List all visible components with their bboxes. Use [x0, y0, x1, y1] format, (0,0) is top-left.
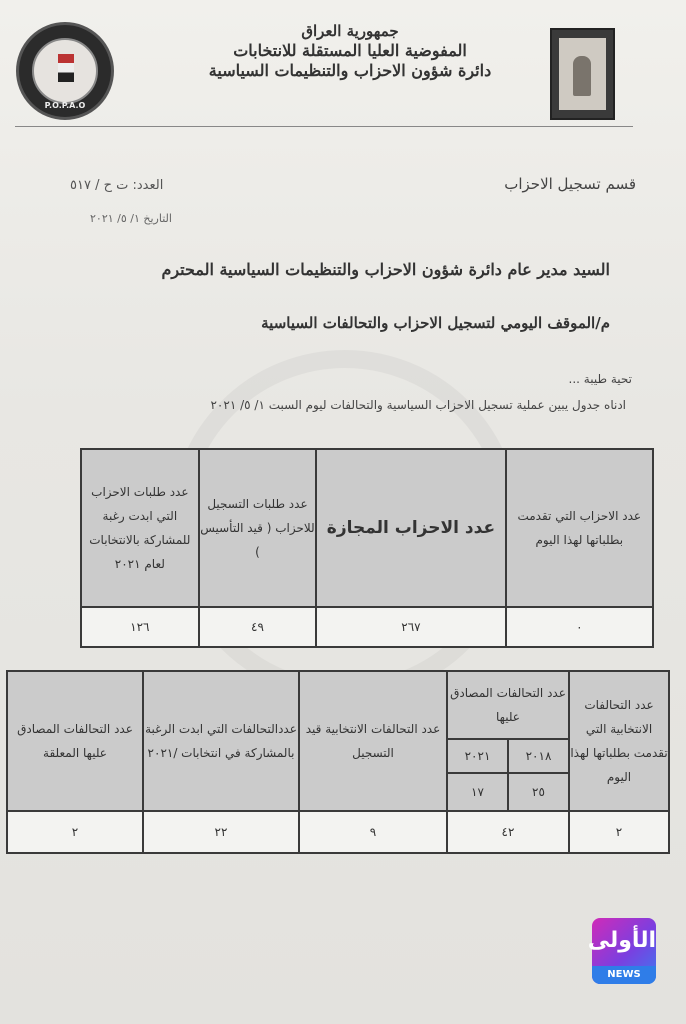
reference-date: التاريخ ١/ ٥/ ٢٠٢١ — [90, 212, 172, 225]
table-header: عدد الاحزاب المجازة — [316, 449, 505, 607]
election-emblem — [550, 28, 615, 120]
reference-number: العدد: ت ح / ٥١٧ — [70, 178, 164, 193]
letterhead — [200, 22, 500, 81]
table-cell: ٢٢ — [143, 811, 299, 853]
table-header: عدد طلبات الاحزاب التي ابدت رغبة للمشاركة بالانتخابات لعام ٢٠٢١ — [81, 449, 199, 607]
table-cell: ٤٩ — [199, 607, 317, 647]
table-cell: ٠ — [506, 607, 653, 647]
logo-arabic: الأولى — [587, 928, 656, 953]
year-value: ١٧ — [447, 773, 508, 811]
table-cell: ٩ — [299, 811, 447, 853]
table-header: عدد التحالفات المصادق عليها المعلقة — [7, 671, 143, 811]
header-divider — [15, 126, 633, 127]
seal-label: P.O.P.A.O — [44, 101, 86, 110]
letter-intro: ادناه جدول يبين عملية تسجيل الاحزاب السياسية والتحالفات ليوم السبت ١/ ٥/ ٢٠٢١ — [210, 398, 626, 412]
table-cell: ٢ — [7, 811, 143, 853]
logo-english: NEWS — [592, 966, 656, 984]
table-cell: ٢٦٧ — [316, 607, 505, 647]
table-header: عدد التحالفات الانتخابية قيد التسجيل — [299, 671, 447, 811]
table-header: عدد التحالفات الانتخابية التي تقدمت بطلباتها لهذا اليوم — [569, 671, 669, 811]
parties-table — [80, 448, 654, 648]
news-logo — [587, 918, 656, 984]
letterhead-line-3: دائرة شؤون الاحزاب والتنظيمات السياسية — [208, 60, 492, 80]
table-header: عددالتحالفات التي ابدت الرغبة بالمشاركة في انتخابات /٢٠٢١ — [143, 671, 299, 811]
alliances-table — [6, 670, 670, 854]
letter-subject: م/الموقف اليومي لتسجيل الاحزاب والتحالفات السياسية — [261, 314, 610, 332]
letterhead-line-2: المفوضية العليا المستقلة للانتخابات — [233, 40, 467, 60]
table-cell: ٤٢ — [447, 811, 569, 853]
year-value: ٢٥ — [508, 773, 569, 811]
flag-icon — [58, 54, 74, 82]
table-header: عدد طلبات التسجيل للاحزاب ( قيد التأسيس ) — [199, 449, 317, 607]
year-header: ٢٠١٨ — [508, 739, 569, 773]
table-header: عدد التحالفات المصادق عليها — [447, 671, 569, 739]
table-header: عدد الاحزاب التي تقدمت بطلباتها لهذا اليوم — [506, 449, 653, 607]
letter-addressee: السيد مدير عام دائرة شؤون الاحزاب والتنظيمات السياسية المحترم — [161, 260, 610, 279]
department-name: قسم تسجيل الاحزاب — [504, 175, 636, 193]
year-header: ٢٠٢١ — [447, 739, 508, 773]
table-cell: ٢ — [569, 811, 669, 853]
table-cell: ١٢٦ — [81, 607, 199, 647]
commission-seal — [16, 22, 114, 120]
letterhead-line-1: جمهورية العراق — [301, 22, 399, 40]
letter-greeting: تحية طيبة ... — [568, 372, 632, 386]
